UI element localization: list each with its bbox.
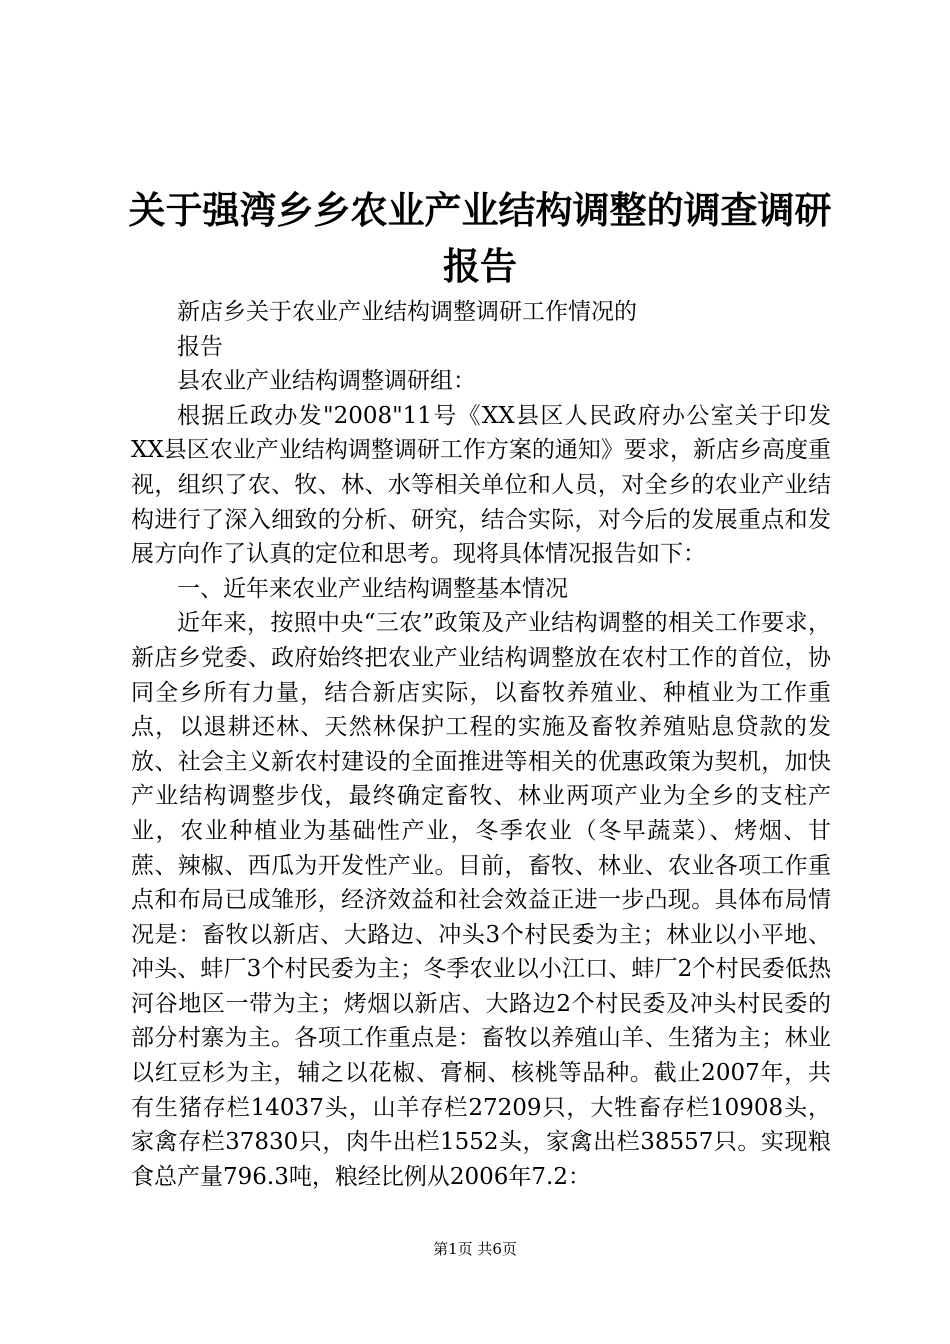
page-number-footer: 第1页 共6页 [433, 1240, 517, 1258]
document-body [131, 295, 831, 1194]
salutation: 县农业产业结构调整调研组： [177, 368, 476, 395]
subtitle-line-2: 报告 [177, 333, 223, 360]
section-heading-1: 一、近年来农业产业结构调整基本情况 [177, 575, 568, 602]
subtitle-line-1: 新店乡关于农业产业结构调整调研工作情况的 [177, 299, 637, 325]
document-title: 关于强湾乡乡农业产业结构调整的调查调研报告 [128, 189, 832, 288]
paragraph-section-1: 近年来，按照中央“三农”政策及产业结构调整的相关工作要求，新店乡党委、政府始终把农业产业结构调整放在农村工作的首位，协同全乡所有力量，结合新店实际，以畜牧养殖业、种植业为工作重点，以退耕还林、天然林保护工程的实施及畜牧养殖贴息贷款的发放、社会主义新农村建设的全面推进等相关的优惠政策为契机，加快产业结构调整步伐，最终确定畜牧、林业两项产业为全乡的支柱产业，农业种植业为基础性产业，冬季农业（冬早蔬菜）、烤烟、甘蔗、辣椒、西瓜为开发性产业。目前，畜牧、林业、农业各项工作重点和布局已成雏形，经济效益和社会效益正进一步凸现。具体布局情况是：畜牧以新店、大路边、冲头3个村民委为主；林业以小平地、冲头、蚌厂3个村民委为主；冬季农业以小江口、蚌厂2个村民委低热河谷地区一带为主；烤烟以新店、大路边2个村民委及冲头村民委的部分村寨为主。各项工作重点是：畜牧以养殖山羊、生猪为主；林业以红豆杉为主，辅之以花椒、膏桐、核桃等品种。截止2007年，共有生猪存栏14037头，山羊存栏27209只，大牲畜存栏10908头，家禽存栏37830只，肉牛出栏1552头，家禽出栏38557只。实现粮食总产量796.3吨，粮经比例从2006年7.2： [131, 610, 831, 1190]
paragraph-intro: 根据丘政办发"2008"11号《XX县区人民政府办公室关于印发XX县区农业产业结构调整调研工作方案的通知》要求，新店乡高度重视，组织了农、牧、林、水等相关单位和人员，对全乡的农业产业结构进行了深入细致的分析、研究，结合实际，对今后的发展重点和发展方向作了认真的定位和思考。现将具体情况报告如下： [131, 402, 831, 568]
